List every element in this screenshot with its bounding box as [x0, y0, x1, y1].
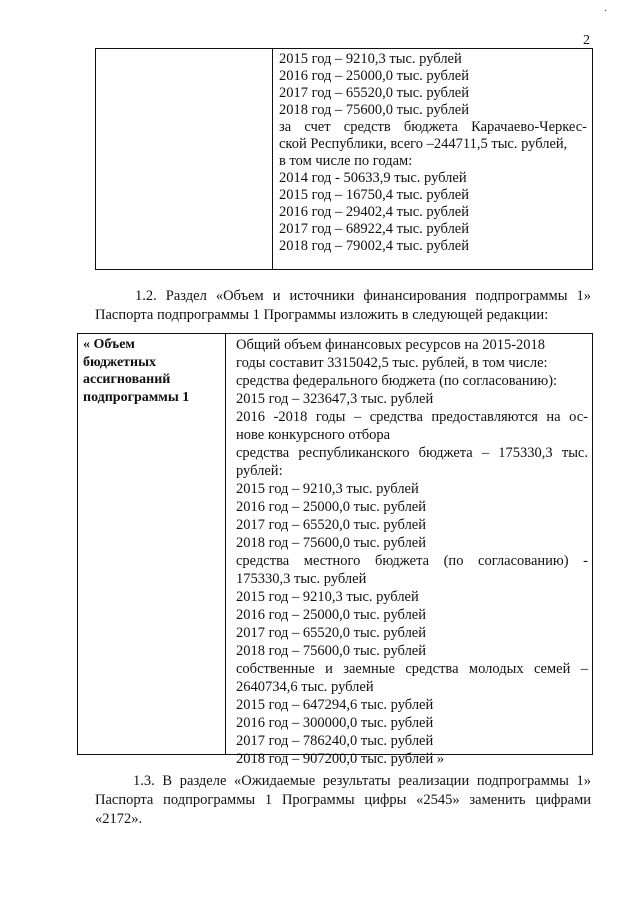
table2-line: средства местного бюджета (по согласованию) - [236, 553, 588, 569]
table2-line: 2015 год – 323647,3 тыс. рублей [236, 391, 434, 407]
table2-right-cell [236, 336, 588, 768]
table2-line: 2018 год – 75600,0 тыс. рублей [236, 643, 427, 659]
table2-line: годы составит 3315042,5 тыс. рублей, в том числе: [236, 355, 548, 371]
budget-allocations-table [77, 333, 593, 767]
section-1-3-line: Паспорта подпрограммы 1 Программы цифры «2545» заменить цифрами [95, 792, 591, 808]
table1-line: ской Республики, всего –244711,5 тыс. рублей, [279, 136, 568, 152]
table1-line: в том числе по годам: [279, 153, 413, 169]
table2-line: 2017 год – 65520,0 тыс. рублей [236, 517, 427, 533]
section-1-2-line: 1.2. Раздел «Объем и источники финансирования подпрограммы 1» [135, 288, 591, 304]
table1-line: 2017 год – 68922,4 тыс. рублей [279, 221, 470, 237]
table1-line: 2017 год – 65520,0 тыс. рублей [279, 85, 470, 101]
table1-line: 2018 год – 79002,4 тыс. рублей [279, 238, 470, 254]
table2-line: рублей: [236, 463, 283, 479]
heading-line: « Объем [83, 337, 135, 352]
table2-line: 175330,3 тыс. рублей [236, 571, 367, 587]
section-1-3-line: «2172». [95, 811, 143, 827]
table1-right-cell [279, 51, 587, 255]
financing-table-continued [95, 48, 593, 270]
table1-line: 2018 год – 75600,0 тыс. рублей [279, 102, 470, 118]
table1-line: 2016 год – 25000,0 тыс. рублей [279, 68, 470, 84]
table2-line: 2640734,6 тыс. рублей [236, 679, 374, 695]
table2-line: 2016 -2018 годы – средства предоставляются на ос- [236, 409, 588, 425]
table2-line: собственные и заемные средства молодых семей – [236, 661, 588, 677]
heading-line: ассигнований [83, 372, 171, 387]
table1-line: 2016 год – 29402,4 тыс. рублей [279, 204, 470, 220]
table2-line: 2017 год – 65520,0 тыс. рублей [236, 625, 427, 641]
table2-line: 2015 год – 9210,3 тыс. рублей [236, 481, 419, 497]
table2-line: 2016 год – 300000,0 тыс. рублей [236, 715, 434, 731]
table2-line: 2015 год – 9210,3 тыс. рублей [236, 589, 419, 605]
table1-left-cell [96, 49, 273, 269]
table1-line: 2014 год - 50633,9 тыс. рублей [279, 170, 467, 186]
table2-line: 2016 год – 25000,0 тыс. рублей [236, 607, 427, 623]
section-1-2 [95, 287, 591, 325]
table2-line: средства республиканского бюджета – 175330,3 тыс. [236, 445, 588, 461]
table1-line: 2015 год – 16750,4 тыс. рублей [279, 187, 470, 203]
table2-line: 2018 год – 75600,0 тыс. рублей [236, 535, 427, 551]
page-number: 2 [583, 33, 590, 48]
section-1-2-line: Паспорта подпрограммы 1 Программы изложить в следующей редакции: [95, 307, 549, 323]
scan-mark: · [604, 6, 608, 17]
table2-line: 2015 год – 647294,6 тыс. рублей [236, 697, 434, 713]
table1-line: 2015 год – 9210,3 тыс. рублей [279, 51, 462, 67]
table2-left-cell [78, 334, 226, 754]
table2-line: 2017 год – 786240,0 тыс. рублей [236, 733, 434, 749]
table2-line: 2018 год – 907200,0 тыс. рублей » [236, 751, 445, 767]
heading-line: подпрограммы 1 [83, 389, 190, 405]
table2-line: 2016 год – 25000,0 тыс. рублей [236, 499, 427, 515]
table2-line: Общий объем финансовых ресурсов на 2015-2018 [236, 337, 546, 353]
section-1-3-line: 1.3. В разделе «Ожидаемые результаты реализации подпрограммы 1» [133, 773, 591, 789]
table1-line: за счет средств бюджета Карачаево-Черкес- [279, 119, 587, 135]
section-1-3 [95, 772, 591, 829]
table2-line: средства федерального бюджета (по согласованию): [236, 373, 558, 389]
table2-heading [83, 336, 223, 406]
heading-line: бюджетных [83, 354, 157, 370]
table2-line: нове конкурсного отбора [236, 427, 391, 443]
